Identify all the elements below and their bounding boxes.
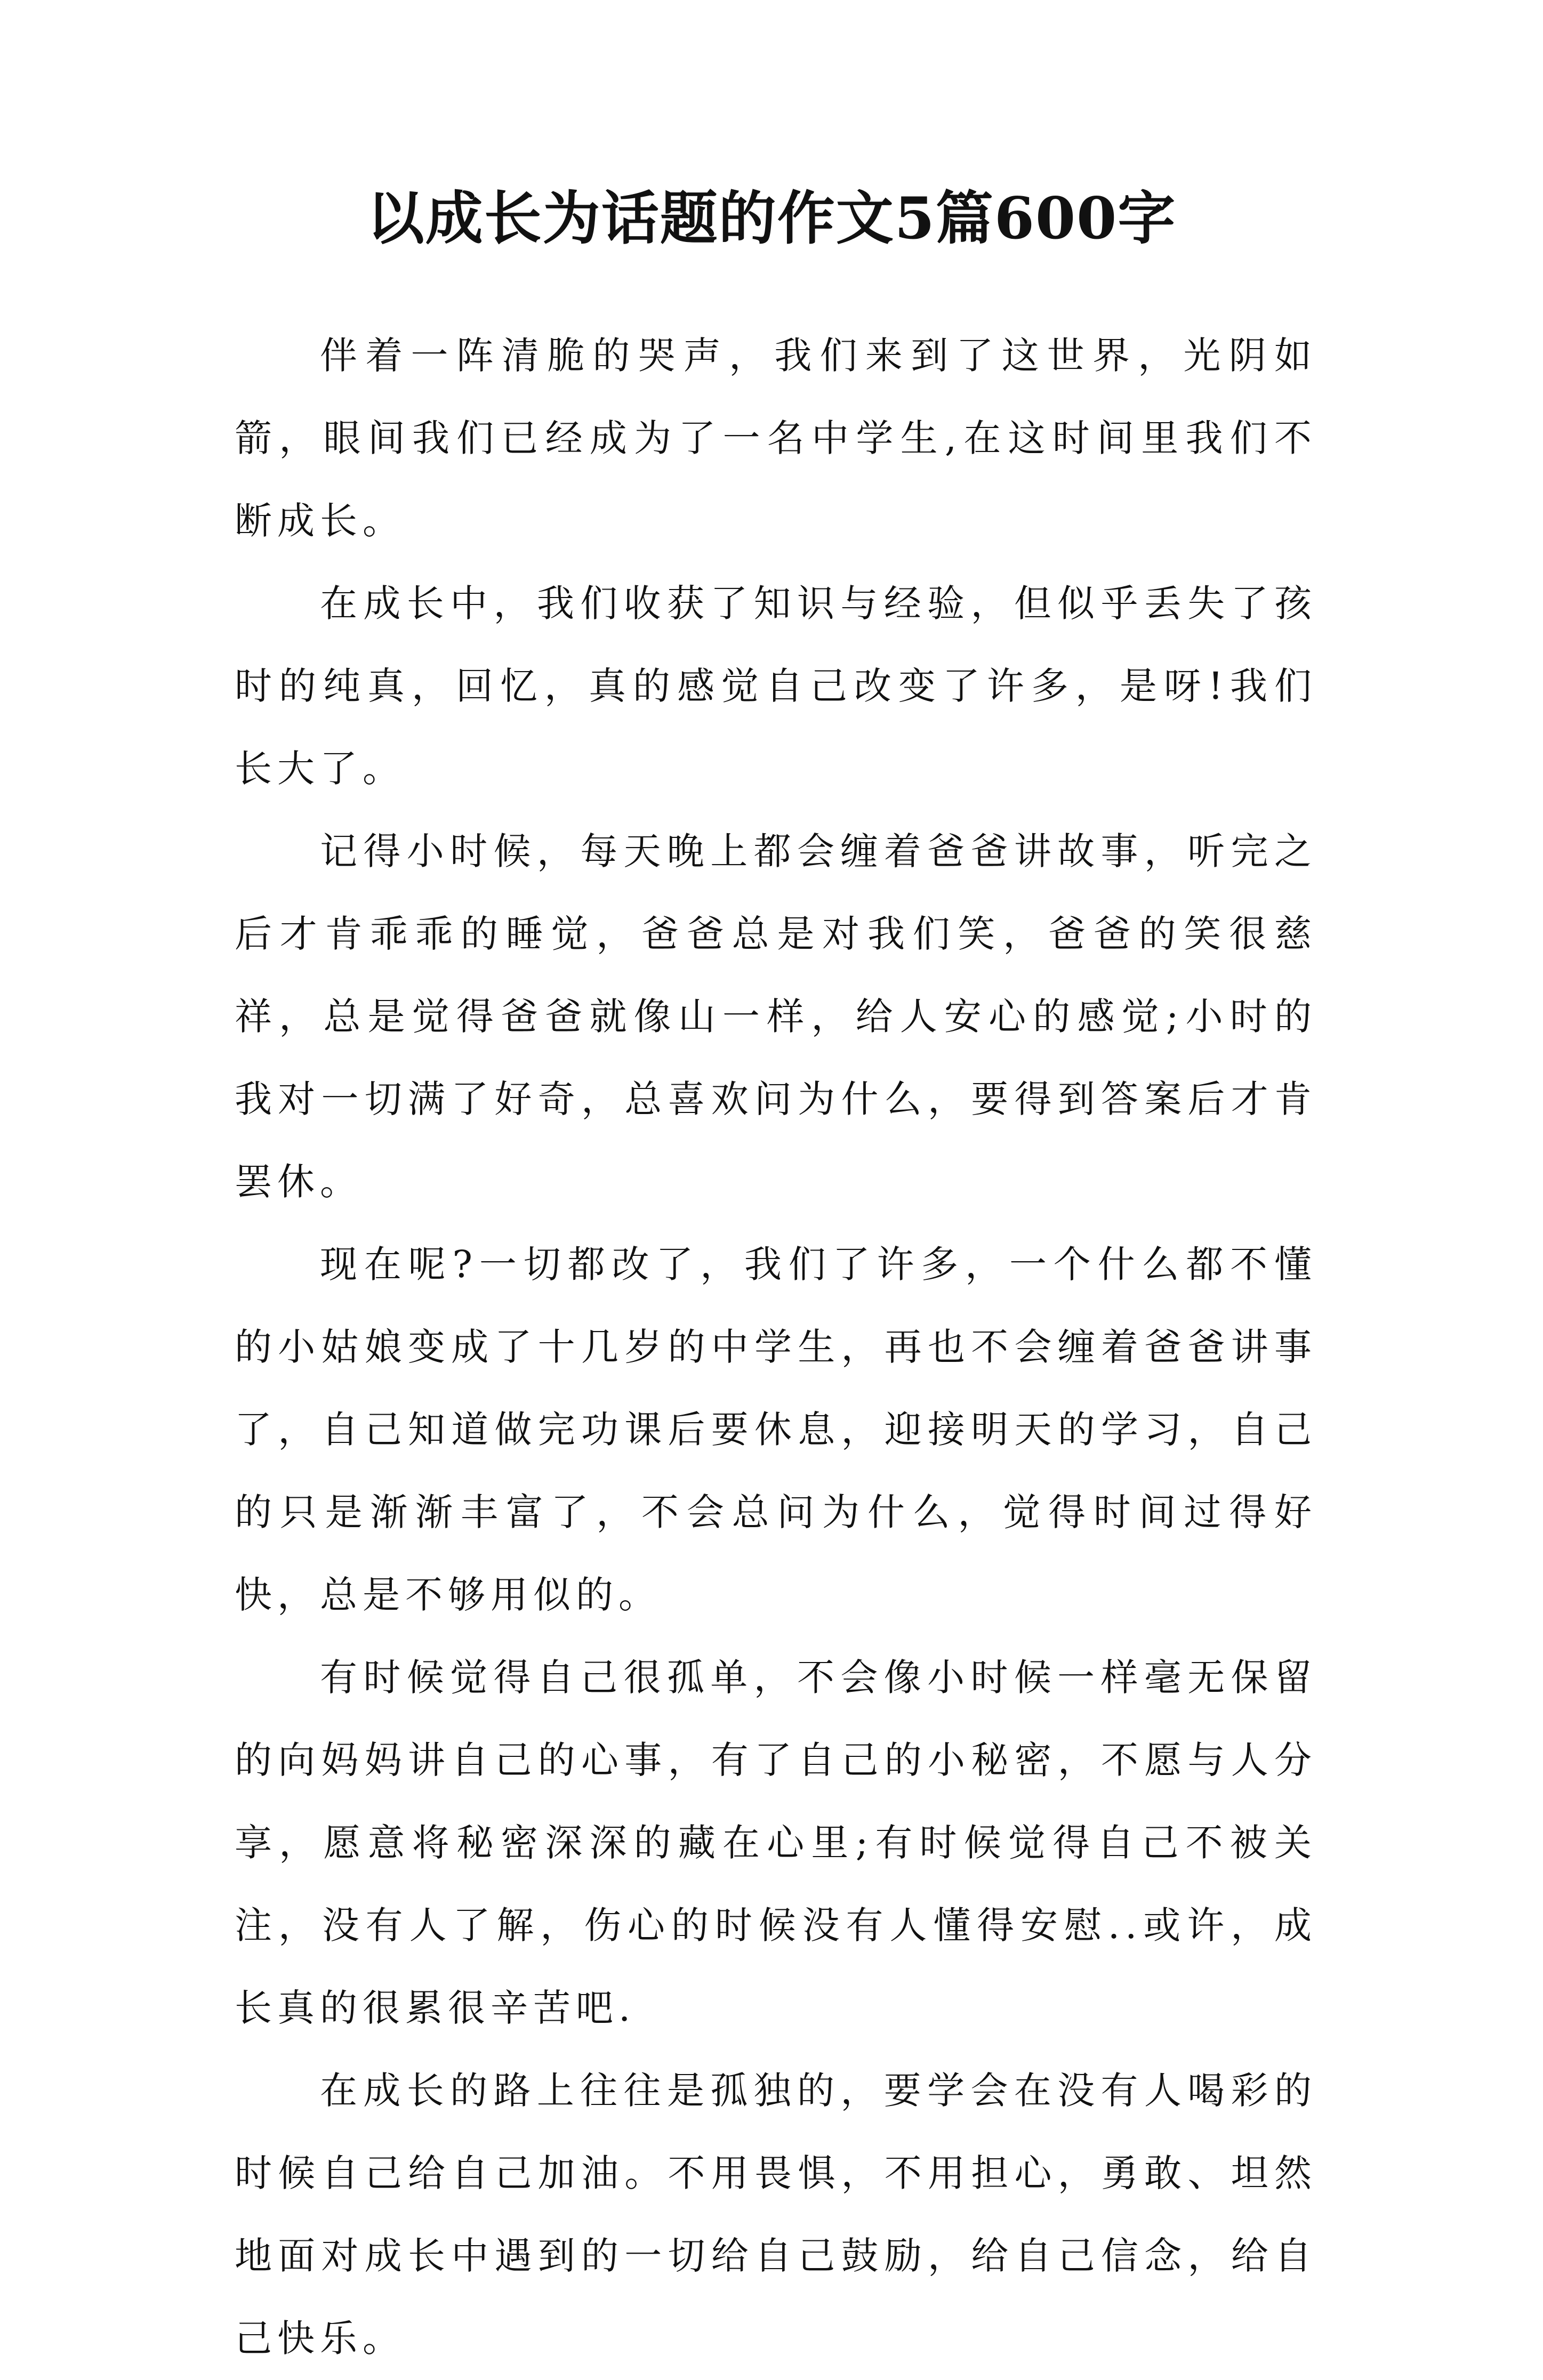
paragraph-5: 有时候觉得自己很孤单，不会像小时候一样毫无保留的向妈妈讲自己的心事，有了自己的小秘密，不愿与人分享，愿意将秘密深深的藏在心里;有时候觉得自己不被关注，没有人了解，伤心的时候没有人懂得安慰..或许，成长真的很累很辛苦吧.	[235, 1656, 1317, 2030]
paragraph-1: 伴着一阵清脆的哭声，我们来到了这世界，光阴如箭，眼间我们已经成为了一名中学生,在这时间里我们不断成长。	[235, 334, 1317, 543]
paragraph-4: 现在呢?一切都改了，我们了许多，一个什么都不懂的小姑娘变成了十几岁的中学生，再也不会缠着爸爸讲事了，自己知道做完功课后要休息，迎接明天的学习，自己的只是渐渐丰富了，不会总问为什么，觉得时间过得好快，总是不够用似的。	[235, 1243, 1317, 1617]
document-body	[235, 314, 1317, 2380]
paragraph-6: 在成长的路上往往是孤独的，要学会在没有人喝彩的时候自己给自己加油。不用畏惧，不用担心，勇敢、坦然地面对成长中遇到的一切给自己鼓励，给自己信念，给自己快乐。	[235, 2069, 1317, 2360]
document-title: 以成长为话题的作文5篇600字	[366, 185, 1177, 252]
paragraph-3: 记得小时候，每天晚上都会缠着爸爸讲故事，听完之后才肯乖乖的睡觉，爸爸总是对我们笑，爸爸的笑很慈祥，总是觉得爸爸就像山一样，给人安心的感觉;小时的我对一切满了好奇，总喜欢问为什么，要得到答案后才肯罢休。	[235, 829, 1317, 1204]
paragraph-2: 在成长中，我们收获了知识与经验，但似乎丢失了孩时的纯真，回忆，真的感觉自己改变了许多，是呀!我们长大了。	[235, 582, 1317, 790]
